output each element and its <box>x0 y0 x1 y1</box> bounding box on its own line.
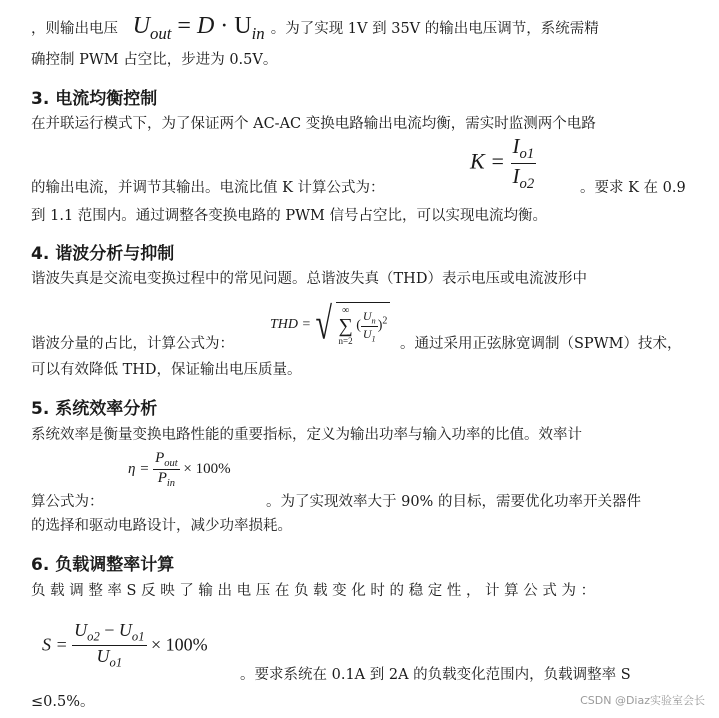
section-3-heading: 3. 电流均衡控制 <box>31 89 158 109</box>
s3-line-2a: 的输出电流，并调节其输出。电流比值 K 计算公式为： <box>31 180 385 196</box>
s4-line-3: 可以有效降低 THD，保证输出电压质量。 <box>31 362 302 378</box>
intro-line-2: 确控制 PWM 占空比，步进为 0.5V。 <box>31 52 278 68</box>
s4-line-2b: 。通过采用正弦脉宽调制（SPWM）技术， <box>400 336 682 352</box>
s5-line-2a: 算公式为： <box>31 494 104 510</box>
s3-line-2b: 。要求 K 在 0.9 <box>580 180 686 196</box>
s5-line-3: 的选择和驱动电路设计，减少功率损耗。 <box>31 518 292 534</box>
sum-operator: ∞ ∑ n=2 <box>338 305 353 346</box>
s4-line-1: 谐波失真是交流电变换过程中的常见问题。总谐波失真（THD）表示电压或电流波形中 <box>31 271 587 287</box>
s3-line-3: 到 1.1 范围内。通过调整各变换电路的 PWM 信号占空比，可以实现电流均衡。 <box>31 208 548 224</box>
intro-line-1 <box>31 13 599 44</box>
efficiency-formula: η = $\frac{P_{out}}{P_{in}}$ × 100% <box>128 450 231 489</box>
section-6-heading: 6. 负载调整率计算 <box>31 555 175 575</box>
watermark: CSDN @Diaz实验室会长 <box>580 694 705 707</box>
thd-formula: THD = √ ∞ ∑ n=2 ( $\frac{U_n}{U_1}$ )$^2$ <box>270 302 390 347</box>
s6-line-2b: 。要求系统在 0.1A 到 2A 的负载变化范围内，负载调整率 S <box>240 667 631 683</box>
sqrt-body: ∞ ∑ n=2 ( $\frac{U_n}{U_1}$ )$^2$ <box>336 302 390 347</box>
voltage-formula: $U_{out} = D \cdot U_{in}$ <box>132 13 265 43</box>
intro-post: 。为了实现 1V 到 35V 的输出电压调节，系统需精 <box>270 21 599 37</box>
s6-line-3: ≤0.5%。 <box>31 694 95 710</box>
s3-line-1: 在并联运行模式下，为了保证两个 AC-AC 变换电路输出电流均衡，需实时监测两个电路 <box>31 116 596 132</box>
s5-line-2b: 。为了实现效率大于 90% 的目标，需要优化功率开关器件 <box>266 494 641 510</box>
s5-line-1: 系统效率是衡量变换电路性能的重要指标，定义为输出功率与输入功率的比值。效率计 <box>31 427 582 443</box>
s4-line-2a: 谐波分量的占比，计算公式为： <box>31 336 234 352</box>
load-regulation-formula: S = $\frac{U_{o2} - U_{o1}}{U_{o1}}$ × 100% <box>42 620 208 670</box>
s6-line-1: 负 载 调 整 率 S 反 映 了 输 出 电 压 在 负 载 变 化 时 的 稳 定 性 ， 计 算 公 式 为 ： <box>31 583 596 599</box>
intro-pre: ，则输出电压 <box>31 21 118 37</box>
section-4-heading: 4. 谐波分析与抑制 <box>31 244 175 264</box>
section-5-heading: 5. 系统效率分析 <box>31 399 158 419</box>
sqrt-sign: √ <box>315 299 332 349</box>
k-ratio-formula: K = $\frac{I_{o1}}{I_{o2}}$ <box>470 134 535 193</box>
